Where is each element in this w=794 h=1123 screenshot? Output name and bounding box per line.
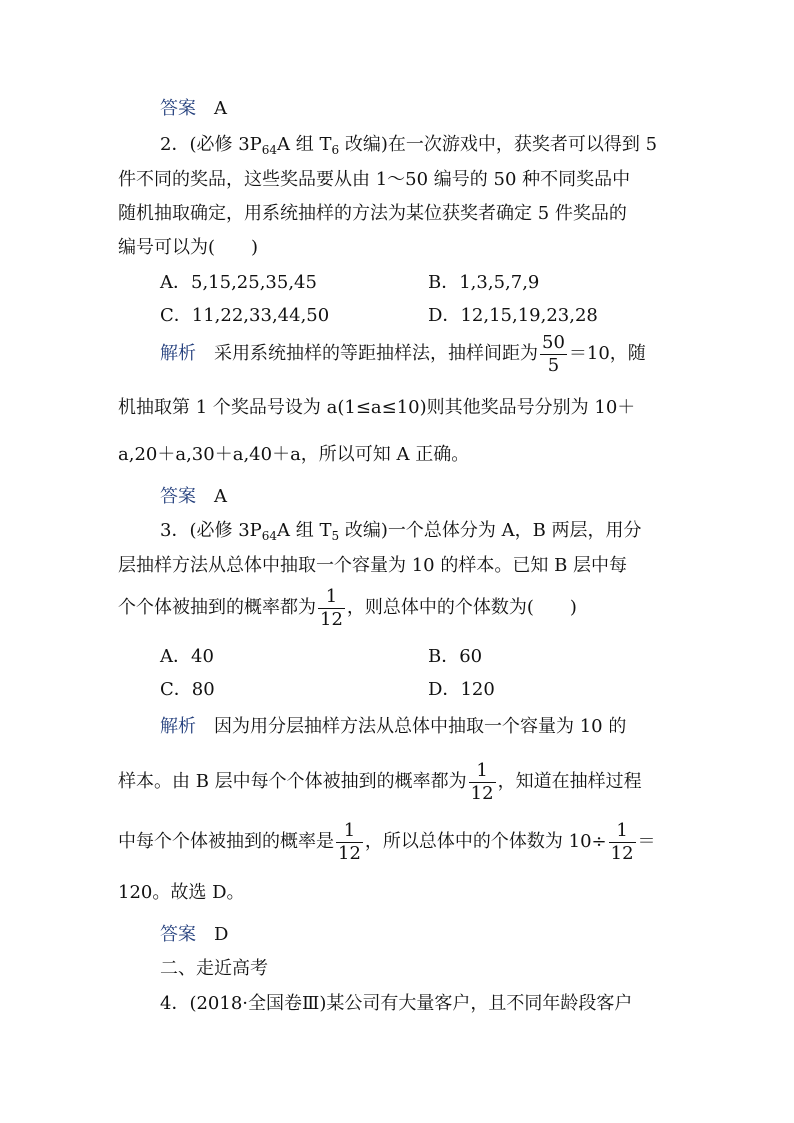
- q3-option-b: B．60: [428, 646, 483, 667]
- q2-option-b: B．1,3,5,7,9: [428, 272, 540, 293]
- q2-option-c: C．11,22,33,44,50: [160, 305, 330, 326]
- answer-value: A: [214, 98, 227, 119]
- solution-label: 解析: [160, 343, 196, 364]
- q3-line1: 3．(必修 $3P_{64}A$ 组 $T_5$ 改编)一个总体分为 A，B 两层，用分: [160, 520, 642, 543]
- answer-label: 答案: [160, 924, 196, 945]
- q3-solution-line4: 120。故选 D。: [118, 882, 245, 903]
- q3-solution-line3: 中每个个体被抽到的概率是 $\frac{1}{12}$ ，所以总体中的个体数为 10÷ $\frac{1}{12}$ ＝: [118, 819, 656, 864]
- q4-line1: 4．(2018·全国卷Ⅲ)某公司有大量客户，且不同年龄段客户: [160, 993, 633, 1014]
- fraction-1-12: $\frac{1}{12}$: [610, 819, 634, 864]
- q2-line1: 2．(必修 $3P_{64}A$ 组 $T_6$ 改编)在一次游戏中，获奖者可以得到 5: [160, 134, 658, 157]
- q1-answer: [160, 98, 720, 120]
- q2-option-d: D．12,15,19,23,28: [428, 305, 598, 326]
- q2-solution-line1: 解析 采用系统抽样的等距抽样法，抽样间距为 $\frac{50}{5}$ ＝10，随: [160, 331, 646, 376]
- answer-value: A: [214, 486, 227, 507]
- q2-line3: 随机抽取确定，用系统抽样的方法为某位获奖者确定 5 件奖品的: [118, 203, 627, 224]
- q3-line2: 层抽样方法从总体中抽取一个容量为 10 的样本。已知 B 层中每: [118, 555, 628, 576]
- q3-answer: [160, 924, 720, 946]
- fraction-1-12: $\frac{1}{12}$: [320, 585, 343, 630]
- q2-solution-line3: a,20＋a,30＋a,40＋a，所以可知 A 正确。: [118, 444, 470, 465]
- q3-option-d: D．120: [428, 679, 495, 700]
- q3-solution-line1: 解析 因为用分层抽样方法从总体中抽取一个容量为 10 的: [160, 716, 627, 737]
- fraction-1-12: $\frac{1}{12}$: [338, 819, 361, 864]
- answer-label: 答案: [160, 486, 196, 507]
- q2-answer: [160, 486, 720, 508]
- q2-solution-line2: 机抽取第 1 个奖品号设为 a(1≤a≤10)则其他奖品号分别为 10＋: [118, 397, 636, 418]
- fraction-1-12: $\frac{1}{12}$: [470, 759, 494, 804]
- solution-label: 解析: [160, 716, 196, 737]
- q2-line2: 件不同的奖品，这些奖品要从由 1～50 编号的 50 种不同奖品中: [118, 169, 631, 190]
- fraction-50-5: $\frac{50}{5}$: [542, 331, 565, 376]
- q3-line3: 个个体被抽到的概率都为 $\frac{1}{12}$ ，则总体中的个体数为( ): [118, 585, 577, 630]
- q3-solution-line2: 样本。由 B 层中每个个体被抽到的概率都为 $\frac{1}{12}$ ，知道在抽样过程: [118, 759, 642, 804]
- q2-line4: 编号可以为( ): [118, 237, 259, 258]
- answer-label: 答案: [160, 98, 196, 119]
- section-title: 二、走近高考: [160, 958, 268, 979]
- q3-option-a: A．40: [160, 646, 214, 667]
- answer-value: D: [214, 924, 229, 945]
- q2-option-a: A．5,15,25,35,45: [160, 272, 317, 293]
- q3-option-c: C．80: [160, 679, 215, 700]
